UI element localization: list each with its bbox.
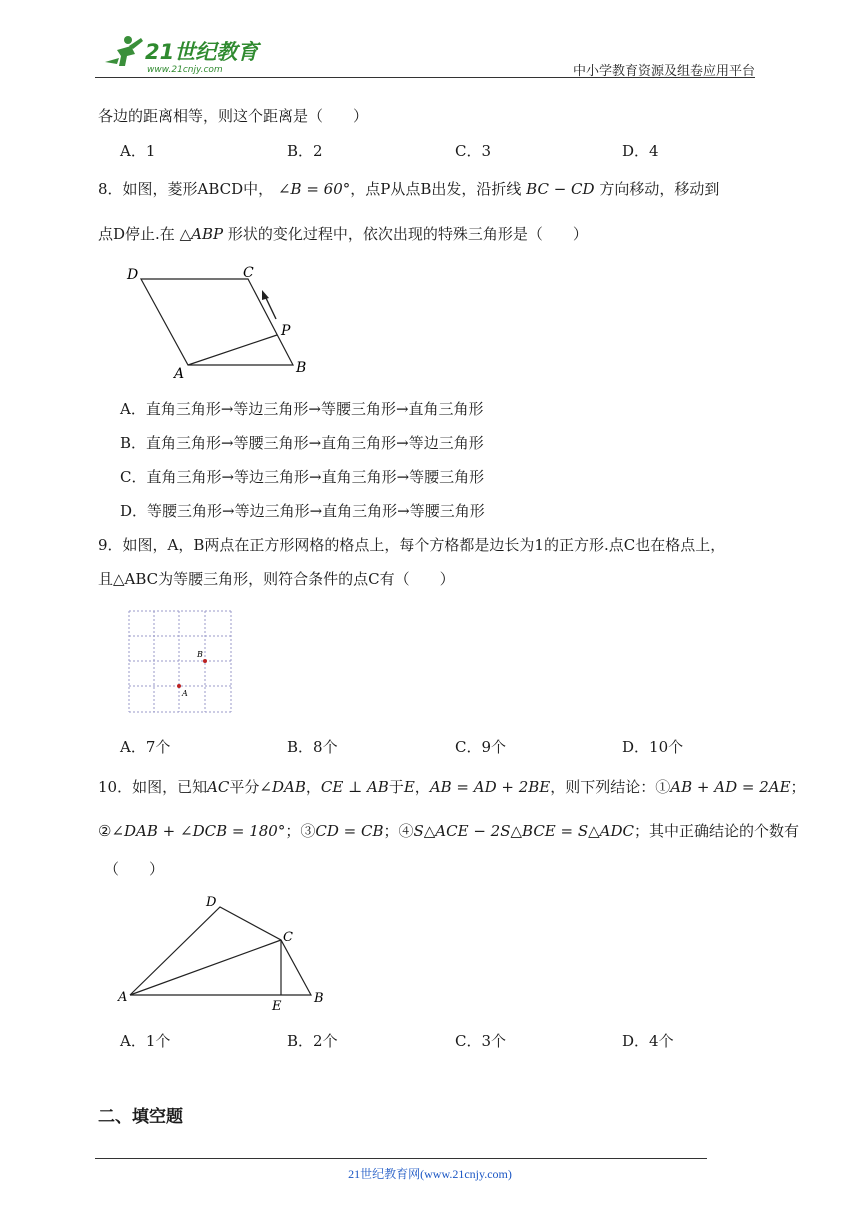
q8-option-a[interactable]: A．直角三角形→等边三角形→等腰三角形→直角三角形 <box>120 400 484 418</box>
page-header <box>95 32 755 78</box>
q8-triangle-math: △ABP <box>179 225 224 243</box>
section-title-fill-blank: 二、填空题 <box>98 1107 183 1127</box>
q9-option-b[interactable]: B．8个 <box>287 738 338 756</box>
q10-option-c[interactable]: C．3个 <box>455 1032 507 1050</box>
footer-divider <box>95 1158 707 1159</box>
q7-option-c[interactable]: C．3 <box>455 142 492 160</box>
svg-text:C: C <box>283 930 293 945</box>
q8-option-b[interactable]: B．直角三角形→等腰三角形→直角三角形→等边三角形 <box>120 434 484 452</box>
svg-text:D: D <box>206 895 217 910</box>
q8-question-line2: 点D停止.在 △ABP 形状的变化过程中，依次出现的特殊三角形是（ ） <box>98 225 588 243</box>
q9-option-c[interactable]: C．9个 <box>455 738 507 756</box>
svg-text:A: A <box>174 366 185 382</box>
q8-angle-math: ∠B = 60° <box>277 180 351 198</box>
q10-triangle-figure <box>115 892 330 1017</box>
svg-text:B: B <box>314 991 324 1006</box>
q10-question-line1: 10．如图，已知AC平分∠DAB，CE ⊥ AB于E，AB = AD + 2BE，则下列结论：①AB + AD = 2AE； <box>98 778 806 796</box>
q8-path-math: BC − CD <box>526 180 595 198</box>
q9-grid-figure <box>125 607 235 717</box>
q10-option-b[interactable]: B．2个 <box>287 1032 338 1050</box>
q8-option-d[interactable]: D．等腰三角形→等边三角形→直角三角形→等腰三角形 <box>120 502 485 520</box>
site-logo <box>95 32 265 76</box>
svg-text:B: B <box>197 650 203 659</box>
logo-url: www.21cnjy.com <box>147 65 223 75</box>
q8-rhombus-figure <box>120 262 320 384</box>
svg-text:A: A <box>182 689 188 698</box>
q10-option-d[interactable]: D．4个 <box>622 1032 674 1050</box>
svg-text:P: P <box>281 323 291 339</box>
q10-question-line2: ②∠DAB + ∠DCB = 180°；③CD = CB；④S△ACE − 2S△BCE = S△ADC；其中正确结论的个数有 <box>98 822 800 840</box>
q8-question-line1: 8．如图，菱形ABCD中， ∠B = 60°，点P从点B出发，沿折线 BC − CD 方向移动，移动到 <box>98 180 720 198</box>
q10-question-line3: （ ） <box>104 860 165 878</box>
header-platform-text: 中小学教育资源及组卷应用平台 <box>572 64 755 79</box>
q7-option-d[interactable]: D．4 <box>622 142 659 160</box>
svg-text:E: E <box>272 999 282 1014</box>
svg-text:A: A <box>118 990 128 1005</box>
q7-option-b[interactable]: B．2 <box>287 142 323 160</box>
q9-option-d[interactable]: D．10个 <box>622 738 684 756</box>
logo-text: 21世纪教育 <box>145 40 259 64</box>
q9-option-a[interactable]: A．7个 <box>120 738 171 756</box>
svg-text:D: D <box>127 267 139 283</box>
q9-question-line2: 且△ABC为等腰三角形，则符合条件的点C有（ ） <box>98 570 455 588</box>
q8-option-c[interactable]: C．直角三角形→等边三角形→直角三角形→等腰三角形 <box>120 468 485 486</box>
q7-option-a[interactable]: A．1 <box>120 142 156 160</box>
q10-option-a[interactable]: A．1个 <box>120 1032 171 1050</box>
q7-text: 各边的距离相等，则这个距离是（ ） <box>98 107 369 125</box>
footer-link[interactable]: 21世纪教育网(www.21cnjy.com) <box>348 1167 512 1181</box>
q9-question-line1: 9．如图，A，B两点在正方形网格的格点上，每个方格都是边长为1的正方形.点C也在格点上， <box>98 536 726 554</box>
svg-text:C: C <box>243 265 254 281</box>
svg-text:B: B <box>296 360 307 376</box>
